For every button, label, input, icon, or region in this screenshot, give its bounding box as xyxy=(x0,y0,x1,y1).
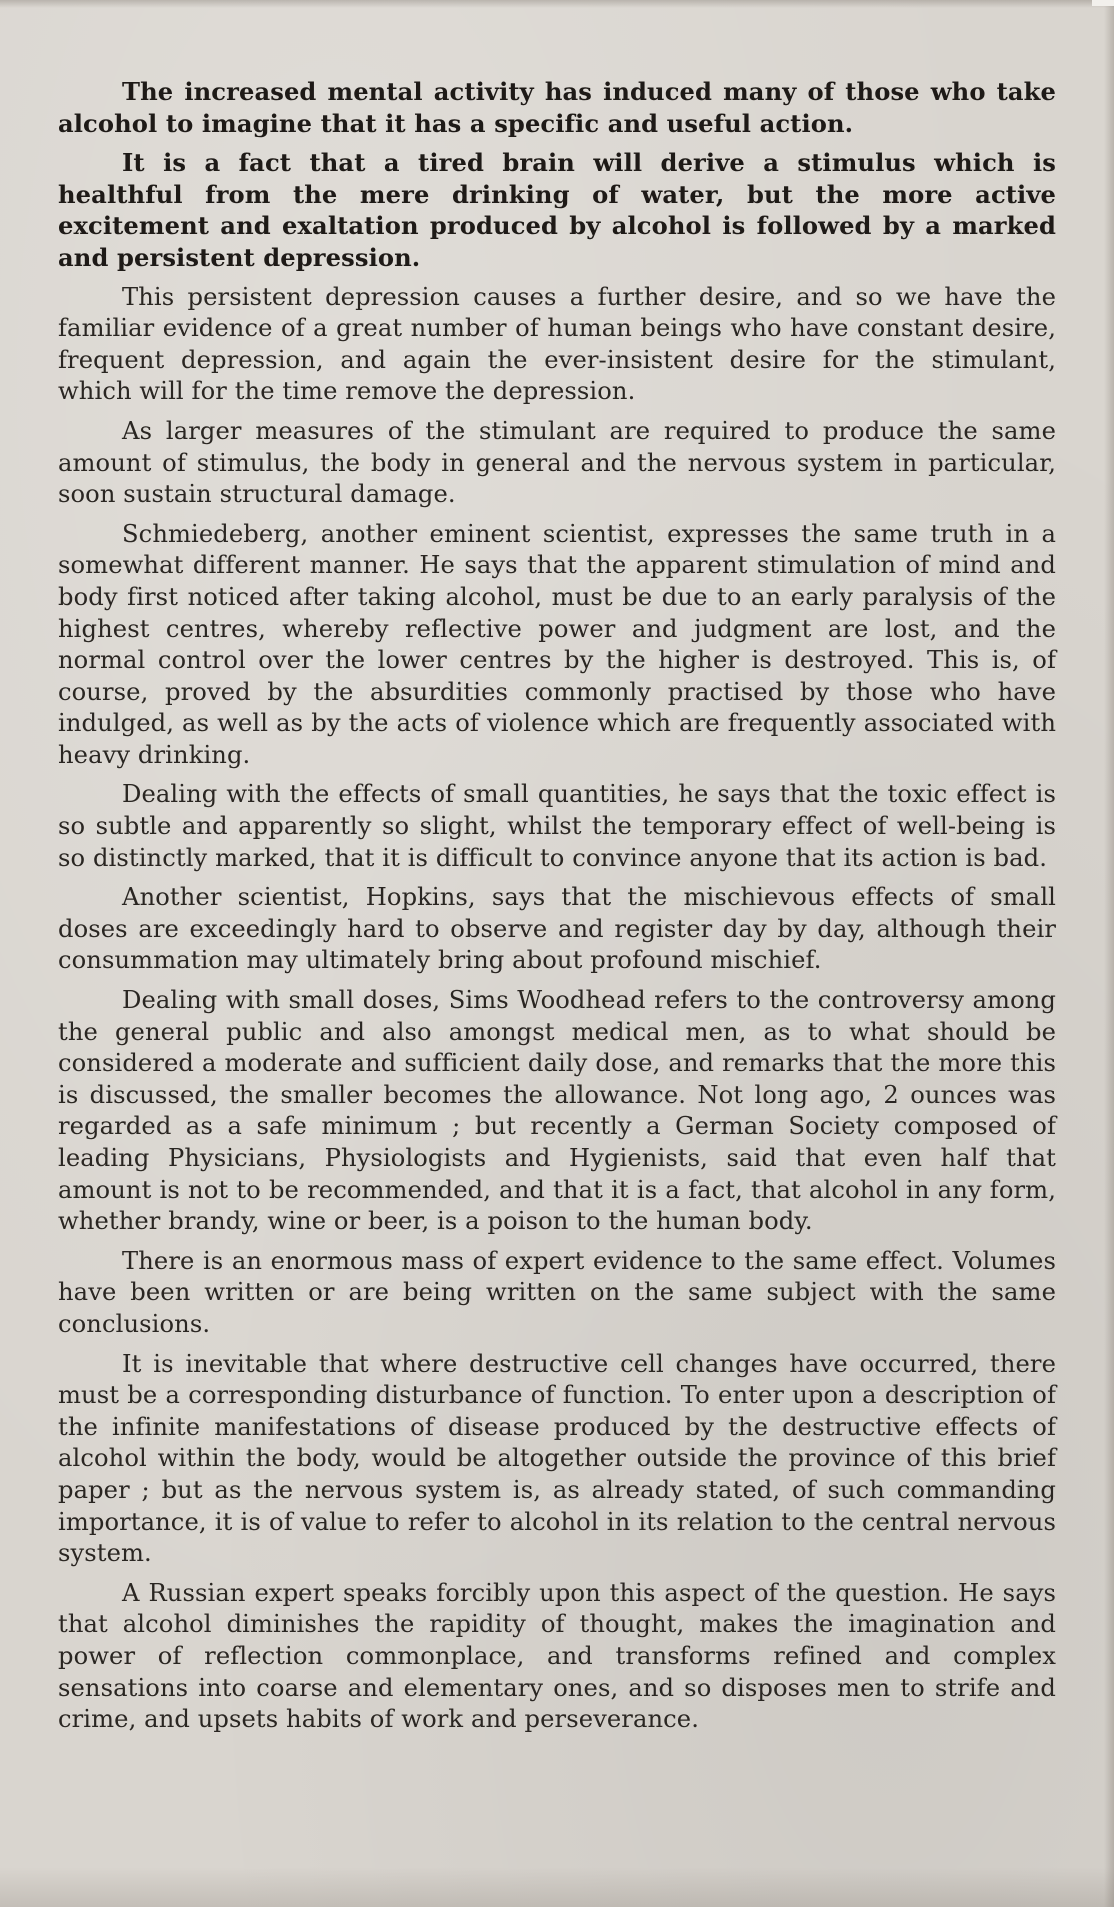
paragraph: Dealing with the effects of small quantities, he says that the toxic effect is so subtle and apparently so slight, whilst the temporary effect of well-being is so distinctly marked, that it is difficult to convince anyone that its action is bad. xyxy=(58,780,1056,872)
paragraph: It is a fact that a tired brain will derive a stimulus which is healthful from the mere drinking of water, but the more active excitement and exaltation produced by alcohol is followed by a marked and persistent depression. xyxy=(58,148,1056,272)
paragraph: There is an enormous mass of expert evidence to the same effect. Volumes have been written or are being written on the same subject with the same conclusions. xyxy=(58,1246,1056,1338)
paragraph: As larger measures of the stimulant are required to produce the same amount of stimulus, the body in general and the nervous system in particular, soon sustain structural damage. xyxy=(58,416,1056,509)
paragraph: Dealing with small doses, Sims Woodhead refers to the controversy among the general public and also amongst medical men, as to what should be considered a moderate and sufficient daily dose, and remarks that the more this is discussed, the smaller becomes the allowance. Not long ago, 2 ounces was regarded as a safe minimum ; but recently a German Society composed of leading Physicians, Physiologists and Hygienists, said that even half that amount is not to be recommended, and that it is a fact, that alcohol in any form, whether brandy, wine or beer, is a poison to the human body. xyxy=(58,986,1056,1236)
document-body xyxy=(58,76,1056,1736)
paragraph: A Russian expert speaks forcibly upon this aspect of the question. He says that alcohol diminishes the rapidity of thought, makes the imagination and power of reflection commonplace, and transforms refined and complex sensations into coarse and elementary ones, and so disposes men to strife and crime, and upsets habits of work and perseverance. xyxy=(58,1578,1056,1734)
paragraph: It is inevitable that where destructive cell changes have occurred, there must be a corresponding disturbance of function. To enter upon a description of the infinite manifestations of disease produced by the destructive effects of alcohol within the body, would be altogether outside the province of this brief paper ; but as the nervous system is, as already stated, of such commanding importance, it is of value to refer to alcohol in its relation to the central nervous system. xyxy=(58,1349,1056,1568)
paragraph: Another scientist, Hopkins, says that the mischievous effects of small doses are exceedingly hard to observe and register day by day, although their consummation may ultimately bring about profound mischief. xyxy=(58,883,1056,975)
page-corner-mark xyxy=(1092,0,1114,6)
page-edge-shadow xyxy=(0,1867,1114,1907)
paragraph: This persistent depression causes a further desire, and so we have the familiar evidence of a great number of human beings who have constant desire, frequent depression, and again the ever-insistent desire for the stimulant, which will for the time remove the depression. xyxy=(58,282,1056,406)
page-edge-shadow xyxy=(1104,0,1114,1907)
paragraph: Schmiedeberg, another eminent scientist, expresses the same truth in a somewhat different manner. He says that the apparent stimulation of mind and body first noticed after taking alcohol, must be due to an early paralysis of the highest centres, whereby reflective power and judgment are lost, and the normal control over the lower centres by the higher is destroyed. This is, of course, proved by the absurdities commonly practised by those who have indulged, as well as by the acts of violence which are frequently associated with heavy drinking. xyxy=(58,519,1056,769)
paragraph: The increased mental activity has induced many of those who take alcohol to imagine that it has a specific and useful action. xyxy=(58,77,1056,138)
page-edge-shadow xyxy=(0,0,1114,8)
